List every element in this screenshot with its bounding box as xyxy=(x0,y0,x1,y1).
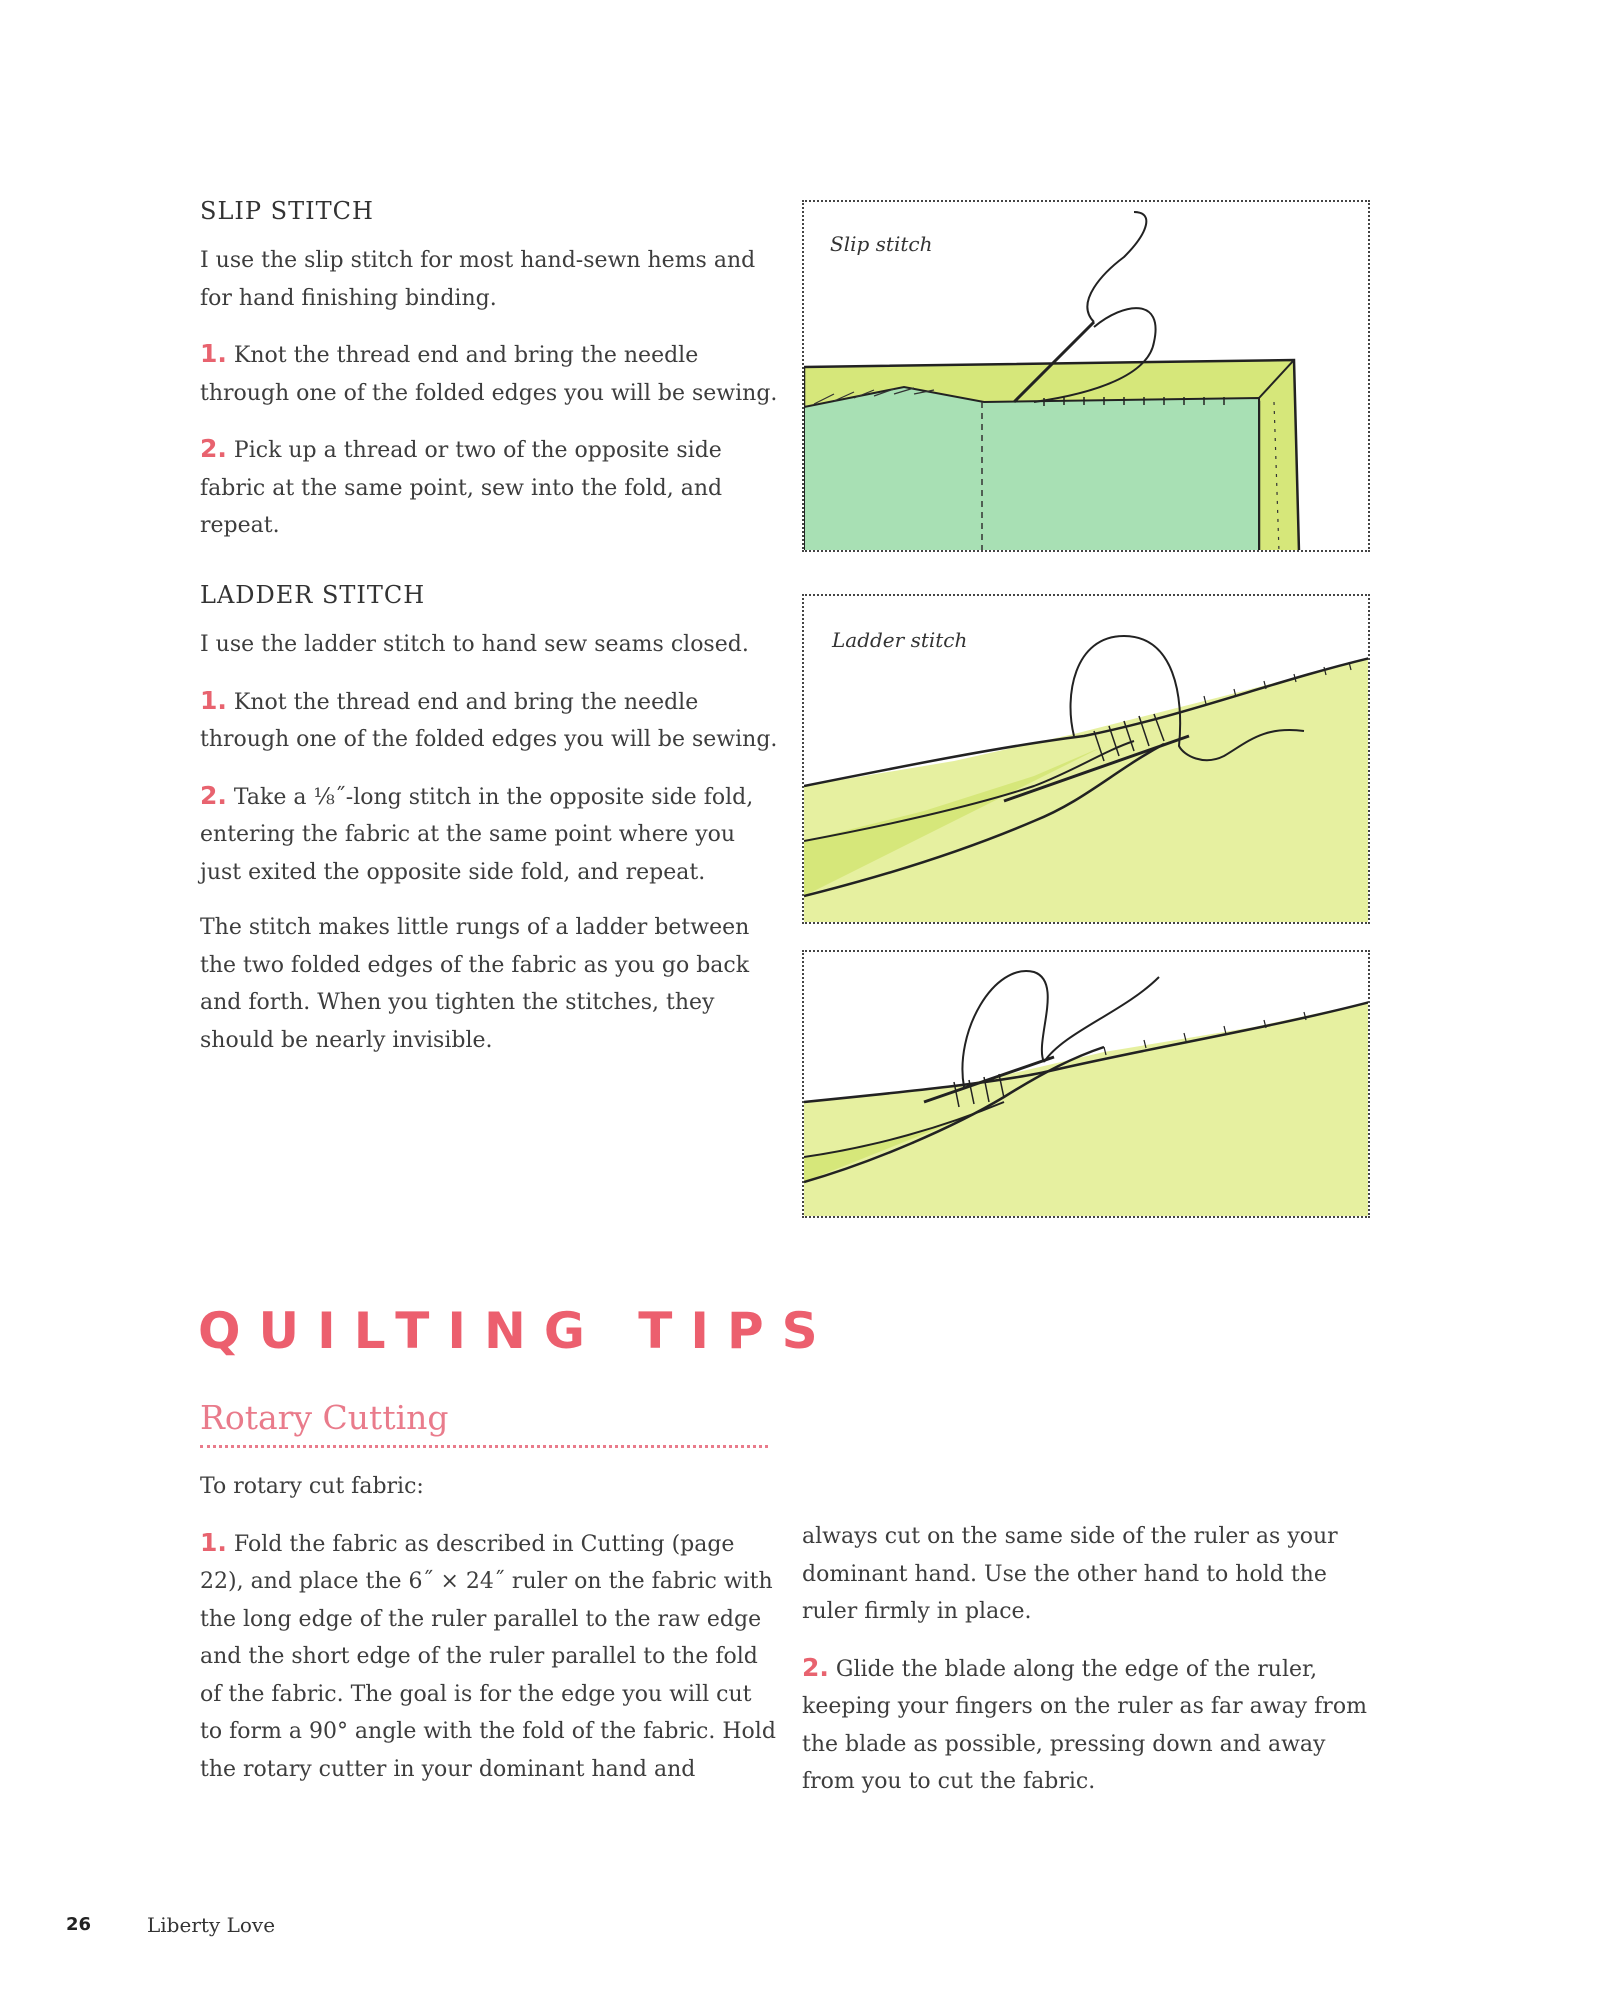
ladder-stitch-caption: Ladder stitch xyxy=(832,628,968,652)
rotary-step-1-continued: always cut on the same side of the ruler as your dominant hand. Use the other hand to hold the ruler firmly in place. xyxy=(802,1524,1338,1624)
ladder-stitch-intro: I use the ladder stitch to hand sew seams closed. xyxy=(200,632,749,657)
ladder-stitch-heading: LADDER STITCH xyxy=(200,581,426,609)
rotary-cutting-heading: Rotary Cutting xyxy=(200,1398,768,1448)
quilting-tips-title: QUILTING TIPS xyxy=(198,1302,836,1360)
ladder-stitch-outro: The stitch makes little rungs of a ladder between the two folded edges of the fabric as you go back and forth. When you tighten the stitches, they should be nearly invisible. xyxy=(200,915,750,1053)
step-text: Knot the thread end and bring the needle through one of the folded edges you will be sewing. xyxy=(200,343,778,406)
slip-stitch-caption: Slip stitch xyxy=(830,232,933,256)
ladder-stitch-tightened-illustration xyxy=(802,950,1370,1218)
step-number: 1. xyxy=(200,339,227,368)
rotary-step-2 xyxy=(802,1649,1382,1801)
ladder-stitch-illustration xyxy=(802,594,1370,924)
slip-stitch-illustration xyxy=(802,200,1370,552)
rotary-cutting-left-column xyxy=(200,1468,780,1806)
page-number: 26 xyxy=(66,1914,92,1935)
step-text: Take a ⅛˝-long stitch in the opposite side fold, entering the fabric at the same point where you just exited the opposite side fold, and repeat. xyxy=(200,784,754,885)
step-number: 2. xyxy=(802,1652,829,1682)
step-number: 2. xyxy=(200,780,227,810)
step-text: Knot the thread end and bring the needle through one of the folded edges you will be sewing. xyxy=(200,689,778,752)
ladder-stitch-tightened-drawing xyxy=(804,952,1370,1218)
step-number: 2. xyxy=(200,434,227,463)
book-title: Liberty Love xyxy=(147,1913,276,1937)
step-number: 1. xyxy=(200,685,227,715)
slip-step-2 xyxy=(200,430,780,545)
slip-stitch-heading: SLIP STITCH xyxy=(200,197,374,225)
rotary-cutting-intro: To rotary cut fabric: xyxy=(200,1474,424,1499)
step-text: Fold the fabric as described in Cutting (page 22), and place the 6˝ × 24˝ ruler on the fabric with the long edge of the ruler parallel to the raw edge and the short edge of the ruler parallel to the fold of the fabric. The goal is for the edge you will cut to form a 90° angle with the fold of the fabric. Hold the rotary cutter in your dominant hand and xyxy=(200,1531,776,1782)
step-number: 1. xyxy=(200,1527,227,1557)
ladder-stitch-section xyxy=(200,580,780,1077)
slip-step-1 xyxy=(200,335,780,412)
slip-stitch-section xyxy=(200,196,780,563)
rotary-step-1 xyxy=(200,1524,780,1789)
step-text: Pick up a thread or two of the opposite side fabric at the same point, sew into the fold, and repeat. xyxy=(200,438,723,538)
rotary-cutting-right-column xyxy=(802,1518,1382,1819)
slip-stitch-intro: I use the slip stitch for most hand-sewn hems and for hand finishing binding. xyxy=(200,248,756,311)
ladder-step-2 xyxy=(200,777,780,892)
step-text: Glide the blade along the edge of the ruler, keeping your fingers on the ruler as far away from the blade as possible, pressing down and away from you to cut the fabric. xyxy=(802,1656,1367,1794)
ladder-step-1 xyxy=(200,682,780,759)
